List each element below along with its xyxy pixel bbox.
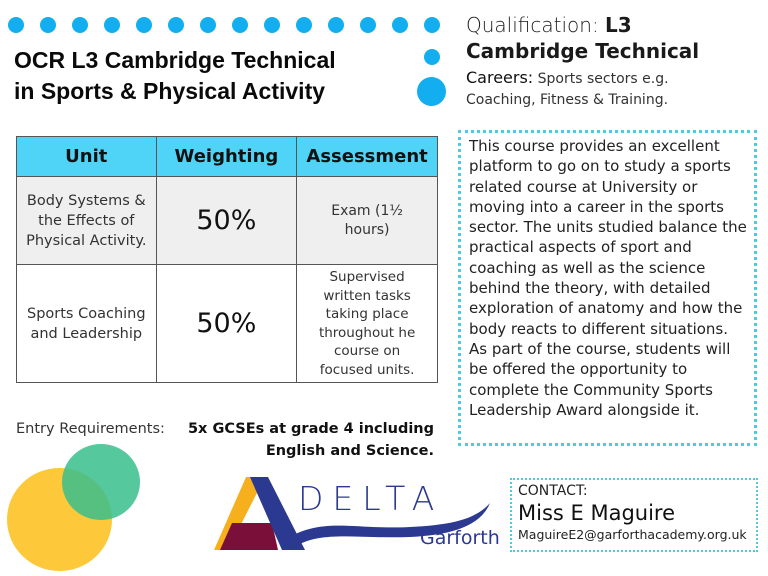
qualification-value-2: Cambridge Technical <box>466 39 700 63</box>
units-table <box>16 136 438 383</box>
contact-box <box>510 478 758 552</box>
header-unit: Unit <box>17 137 157 177</box>
dot-icon <box>360 17 376 33</box>
careers-value-2: Coaching, Fitness & Training. <box>466 92 669 108</box>
contact-name: Miss E Maguire <box>518 501 676 525</box>
contact-email[interactable]: MaguireE2@garforthacademy.org.uk <box>518 527 747 542</box>
dot-icon <box>296 17 312 33</box>
dot-icon <box>232 17 248 33</box>
green-circle-icon <box>62 444 140 520</box>
delta-logo <box>210 475 500 555</box>
qualification-block <box>466 12 766 111</box>
table-header-row <box>17 137 438 177</box>
title-line-2: in Sports & Physical Activity <box>14 78 326 104</box>
careers-label: Careers: <box>466 68 534 87</box>
entry-value-2: English and Science. <box>265 443 434 459</box>
header-weighting: Weighting <box>156 137 297 177</box>
dot-icon <box>200 17 216 33</box>
dot-icon <box>417 77 446 106</box>
contact-label: CONTACT: <box>518 483 588 499</box>
dot-icon <box>72 17 88 33</box>
careers-value-1: Sports sectors e.g. <box>537 71 669 87</box>
cell-assessment: Exam (1½ hours) <box>297 177 438 265</box>
qualification-value-1: L3 <box>605 13 632 37</box>
dot-icon <box>392 17 408 33</box>
dot-icon <box>8 17 24 33</box>
dot-icon <box>328 17 344 33</box>
entry-label: Entry Requirements: <box>16 421 165 437</box>
dot-icon <box>168 17 184 33</box>
cell-weighting: 50% <box>156 265 297 383</box>
dot-icon <box>264 17 280 33</box>
logo-name: DELTA <box>298 479 444 518</box>
table-row <box>17 177 438 265</box>
table-row <box>17 265 438 383</box>
entry-value-1: 5x GCSEs at grade 4 including <box>187 421 434 437</box>
dot-icon <box>40 17 56 33</box>
cell-unit: Sports Coaching and Leadership <box>17 265 157 383</box>
dot-icon <box>104 17 120 33</box>
dot-icon <box>424 17 440 33</box>
cell-unit: Body Systems & the Effects of Physical Activity. <box>17 177 157 265</box>
dot-icon <box>424 49 440 65</box>
dot-icon <box>136 17 152 33</box>
logo-subtitle: Garforth <box>420 527 500 549</box>
cell-weighting: 50% <box>156 177 297 265</box>
page-title <box>14 45 414 107</box>
course-description: This course provides an excellent platform to go on to study a sports related course at University or moving into a career in the sports sector. The units studied balance the practical aspects of sport and coaching as well as the science behind the theory, with detailed exploration of anatomy and how the body reacts to different situations. As part of the course, students will be offered the opportunity to complete the Community Sports Leadership Award alongside it. <box>458 130 757 446</box>
title-line-1: OCR L3 Cambridge Technical <box>14 47 336 73</box>
header-assessment: Assessment <box>297 137 438 177</box>
qualification-label: Qualification: <box>466 13 599 37</box>
cell-assessment: Supervised written tasks taking place throughout he course on focused units. <box>297 265 438 383</box>
